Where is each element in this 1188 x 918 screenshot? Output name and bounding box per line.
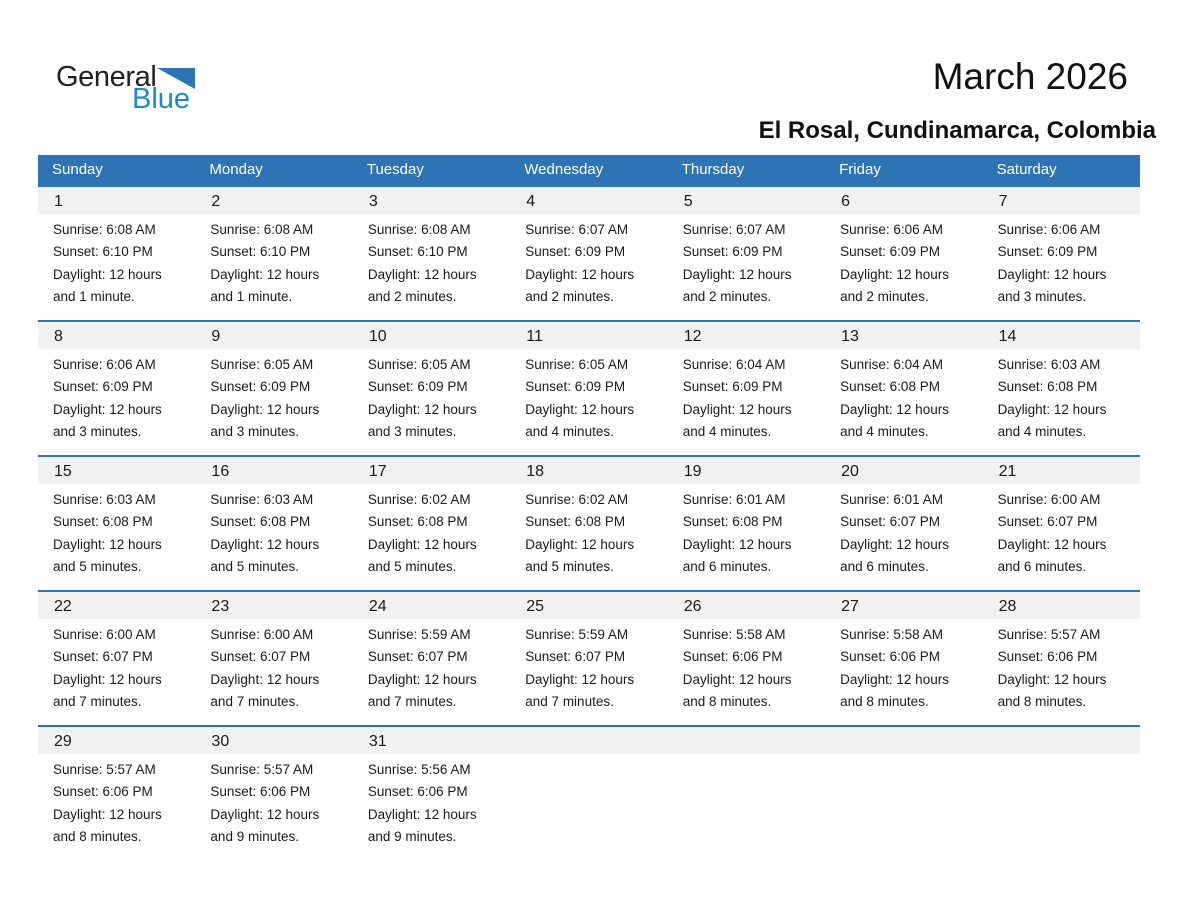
- day-detail-line: and 5 minutes.: [210, 559, 299, 575]
- day-number: [983, 727, 1140, 754]
- day-number: 30: [195, 727, 352, 754]
- day-number: 16: [195, 457, 352, 484]
- day-cell-23: [195, 592, 352, 725]
- day-detail-line: Daylight: 12 hours: [525, 671, 635, 687]
- day-detail-line: Sunset: 6:09 PM: [840, 244, 940, 260]
- day-detail-line: Sunset: 6:06 PM: [682, 649, 783, 665]
- day-detail-line: Daylight: 12 hours: [53, 266, 162, 282]
- day-detail-line: Daylight: 12 hours: [682, 536, 792, 552]
- day-cell-20: [825, 457, 982, 590]
- page-subtitle: El Rosal, Cundinamarca, Colombia: [758, 117, 1156, 144]
- day-details: [510, 214, 667, 309]
- day-detail-line: and 3 minutes.: [367, 424, 457, 440]
- week-row: [38, 725, 1140, 860]
- day-detail-line: and 4 minutes.: [682, 424, 772, 440]
- day-detail-line: and 7 minutes.: [525, 694, 614, 710]
- day-detail-line: Daylight: 12 hours: [367, 401, 477, 417]
- day-detail-line: Sunrise: 6:05 AM: [525, 357, 629, 372]
- day-number: 23: [195, 592, 352, 619]
- day-detail-line: Sunset: 6:08 PM: [840, 379, 940, 395]
- week-row: [38, 320, 1140, 455]
- day-detail-line: Sunrise: 6:04 AM: [840, 357, 943, 372]
- weekday-header-row: [38, 155, 1140, 185]
- day-cell-empty: [668, 727, 825, 860]
- day-detail-line: Sunset: 6:06 PM: [840, 649, 940, 665]
- day-cell-2: [195, 187, 352, 320]
- day-detail-line: Sunset: 6:06 PM: [367, 784, 468, 800]
- day-number: 1: [38, 187, 195, 214]
- day-number: 13: [825, 322, 982, 349]
- day-detail-line: Daylight: 12 hours: [367, 671, 477, 687]
- day-cell-empty: [510, 727, 667, 860]
- day-detail-line: Sunset: 6:09 PM: [997, 244, 1098, 260]
- day-number: 7: [983, 187, 1140, 214]
- day-number: 17: [353, 457, 510, 484]
- day-detail-line: Sunrise: 6:05 AM: [367, 357, 471, 372]
- day-number: 9: [195, 322, 352, 349]
- day-details: [38, 214, 195, 309]
- day-detail-line: and 5 minutes.: [53, 559, 142, 575]
- day-detail-line: Sunset: 6:08 PM: [682, 514, 783, 530]
- day-detail-line: and 2 minutes.: [367, 289, 457, 305]
- day-details: [983, 619, 1140, 714]
- general-blue-logo: [56, 62, 195, 114]
- weekday-header-thursday: Thursday: [681, 161, 745, 178]
- day-cell-15: [38, 457, 195, 590]
- day-detail-line: Sunrise: 6:08 AM: [53, 222, 156, 237]
- day-detail-line: Sunset: 6:09 PM: [367, 379, 468, 395]
- day-number: 4: [510, 187, 667, 214]
- day-number: 8: [38, 322, 195, 349]
- day-cell-3: [353, 187, 510, 320]
- day-details: [825, 349, 982, 444]
- day-cell-6: [825, 187, 982, 320]
- day-detail-line: and 9 minutes.: [367, 829, 457, 845]
- day-number: 10: [353, 322, 510, 349]
- day-detail-line: Sunrise: 6:01 AM: [840, 492, 943, 507]
- day-cell-8: [38, 322, 195, 455]
- day-detail-line: Sunrise: 6:03 AM: [210, 492, 314, 507]
- day-detail-line: Sunrise: 6:06 AM: [840, 222, 943, 237]
- day-details: [668, 484, 825, 579]
- day-number: 3: [353, 187, 510, 214]
- day-detail-line: and 2 minutes.: [525, 289, 614, 305]
- day-detail-line: Sunset: 6:07 PM: [210, 649, 311, 665]
- day-details: [510, 754, 667, 759]
- day-detail-line: and 8 minutes.: [997, 694, 1087, 710]
- day-cell-18: [510, 457, 667, 590]
- day-detail-line: Sunset: 6:08 PM: [210, 514, 311, 530]
- day-number: 26: [668, 592, 825, 619]
- weekday-header-saturday: Saturday: [996, 161, 1057, 178]
- day-details: [668, 619, 825, 714]
- logo-text-blue: Blue: [132, 83, 191, 115]
- day-detail-line: and 9 minutes.: [210, 829, 299, 845]
- day-detail-line: Sunset: 6:08 PM: [367, 514, 468, 530]
- day-detail-line: Daylight: 12 hours: [997, 401, 1107, 417]
- day-detail-line: Sunrise: 6:01 AM: [682, 492, 786, 507]
- weekday-header-friday: Friday: [839, 161, 881, 178]
- day-cell-12: [668, 322, 825, 455]
- day-number: 27: [825, 592, 982, 619]
- day-detail-line: Sunrise: 6:08 AM: [210, 222, 314, 237]
- day-detail-line: Sunrise: 6:07 AM: [682, 222, 786, 237]
- day-details: [983, 214, 1140, 309]
- day-detail-line: Sunset: 6:10 PM: [210, 244, 311, 260]
- day-number: 25: [510, 592, 667, 619]
- day-detail-line: and 8 minutes.: [53, 829, 142, 845]
- day-cell-16: [195, 457, 352, 590]
- day-detail-line: Sunset: 6:10 PM: [53, 244, 153, 260]
- day-detail-line: and 8 minutes.: [682, 694, 772, 710]
- week-row: [38, 590, 1140, 725]
- day-details: [825, 214, 982, 309]
- day-detail-line: Sunset: 6:10 PM: [367, 244, 468, 260]
- day-details: [668, 754, 825, 759]
- day-cell-11: [510, 322, 667, 455]
- day-detail-line: and 5 minutes.: [525, 559, 614, 575]
- day-detail-line: Sunset: 6:08 PM: [53, 514, 153, 530]
- day-detail-line: and 4 minutes.: [525, 424, 614, 440]
- day-detail-line: Sunset: 6:07 PM: [840, 514, 940, 530]
- day-details: [510, 619, 667, 714]
- day-details: [38, 484, 195, 579]
- day-detail-line: and 5 minutes.: [367, 559, 457, 575]
- day-details: [353, 214, 510, 309]
- day-detail-line: Sunrise: 6:04 AM: [682, 357, 786, 372]
- day-detail-line: Daylight: 12 hours: [997, 671, 1107, 687]
- day-detail-line: Sunrise: 6:02 AM: [367, 492, 471, 507]
- day-details: [195, 214, 352, 309]
- day-detail-line: Sunset: 6:07 PM: [53, 649, 153, 665]
- day-cell-27: [825, 592, 982, 725]
- day-number: 5: [668, 187, 825, 214]
- day-detail-line: Sunrise: 5:56 AM: [367, 762, 471, 777]
- day-number: 21: [983, 457, 1140, 484]
- day-detail-line: Sunrise: 5:59 AM: [367, 627, 471, 642]
- day-detail-line: Daylight: 12 hours: [53, 401, 162, 417]
- logo-text-general: General: [56, 61, 157, 93]
- day-detail-line: Sunrise: 5:57 AM: [53, 762, 156, 777]
- day-details: [510, 484, 667, 579]
- day-detail-line: and 3 minutes.: [53, 424, 142, 440]
- day-cell-26: [668, 592, 825, 725]
- day-details: [825, 619, 982, 714]
- day-detail-line: and 4 minutes.: [997, 424, 1087, 440]
- day-detail-line: Sunrise: 6:02 AM: [525, 492, 629, 507]
- day-detail-line: Sunrise: 6:00 AM: [997, 492, 1101, 507]
- day-cell-21: [983, 457, 1140, 590]
- week-row: [38, 185, 1140, 320]
- day-detail-line: Sunrise: 6:06 AM: [53, 357, 156, 372]
- day-detail-line: Daylight: 12 hours: [367, 266, 477, 282]
- day-detail-line: Daylight: 12 hours: [682, 266, 792, 282]
- day-cell-29: [38, 727, 195, 860]
- day-detail-line: and 3 minutes.: [210, 424, 299, 440]
- week-row: [38, 455, 1140, 590]
- page-title: March 2026: [932, 56, 1128, 97]
- day-number: [825, 727, 982, 754]
- day-detail-line: Sunset: 6:09 PM: [682, 244, 783, 260]
- day-number: 24: [353, 592, 510, 619]
- day-detail-line: and 7 minutes.: [53, 694, 142, 710]
- day-details: [353, 754, 510, 849]
- day-detail-line: and 6 minutes.: [682, 559, 772, 575]
- day-detail-line: Sunset: 6:09 PM: [210, 379, 311, 395]
- day-detail-line: Sunset: 6:09 PM: [682, 379, 783, 395]
- day-detail-line: Sunset: 6:06 PM: [997, 649, 1098, 665]
- day-details: [353, 619, 510, 714]
- day-detail-line: Daylight: 12 hours: [997, 266, 1107, 282]
- day-cell-1: [38, 187, 195, 320]
- day-cell-empty: [825, 727, 982, 860]
- day-detail-line: Sunrise: 6:06 AM: [997, 222, 1101, 237]
- day-detail-line: Daylight: 12 hours: [367, 536, 477, 552]
- day-details: [353, 349, 510, 444]
- day-detail-line: Sunset: 6:07 PM: [997, 514, 1098, 530]
- day-detail-line: Sunrise: 6:07 AM: [525, 222, 629, 237]
- day-cell-empty: [983, 727, 1140, 860]
- day-detail-line: Sunset: 6:08 PM: [997, 379, 1098, 395]
- day-cell-10: [353, 322, 510, 455]
- day-number: 12: [668, 322, 825, 349]
- day-number: [510, 727, 667, 754]
- day-detail-line: and 4 minutes.: [840, 424, 929, 440]
- day-details: [38, 754, 195, 849]
- day-cell-13: [825, 322, 982, 455]
- day-details: [983, 754, 1140, 759]
- day-details: [668, 214, 825, 309]
- day-cell-14: [983, 322, 1140, 455]
- day-number: 20: [825, 457, 982, 484]
- day-cell-28: [983, 592, 1140, 725]
- day-cell-9: [195, 322, 352, 455]
- day-details: [668, 349, 825, 444]
- day-detail-line: Sunrise: 5:58 AM: [682, 627, 786, 642]
- day-detail-line: Sunrise: 5:58 AM: [840, 627, 943, 642]
- day-detail-line: Sunrise: 6:03 AM: [53, 492, 156, 507]
- day-cell-25: [510, 592, 667, 725]
- day-detail-line: and 2 minutes.: [682, 289, 772, 305]
- day-cell-19: [668, 457, 825, 590]
- day-detail-line: Daylight: 12 hours: [840, 266, 949, 282]
- day-detail-line: Sunset: 6:08 PM: [525, 514, 626, 530]
- day-number: 11: [510, 322, 667, 349]
- day-detail-line: and 1 minute.: [210, 289, 293, 305]
- day-cell-22: [38, 592, 195, 725]
- day-detail-line: Daylight: 12 hours: [997, 536, 1107, 552]
- weekday-header-tuesday: Tuesday: [366, 161, 424, 178]
- day-detail-line: Sunset: 6:09 PM: [53, 379, 153, 395]
- day-cell-4: [510, 187, 667, 320]
- day-detail-line: Sunrise: 6:05 AM: [210, 357, 314, 372]
- weekday-header-sunday: Sunday: [52, 161, 103, 178]
- day-detail-line: and 6 minutes.: [997, 559, 1087, 575]
- day-detail-line: Daylight: 12 hours: [210, 266, 320, 282]
- day-detail-line: and 6 minutes.: [840, 559, 929, 575]
- day-detail-line: Sunset: 6:07 PM: [525, 649, 626, 665]
- weekday-header-monday: Monday: [209, 161, 263, 178]
- day-detail-line: Sunset: 6:09 PM: [525, 379, 626, 395]
- day-details: [38, 349, 195, 444]
- day-number: 19: [668, 457, 825, 484]
- day-detail-line: Daylight: 12 hours: [210, 536, 320, 552]
- day-details: [195, 619, 352, 714]
- day-number: 31: [353, 727, 510, 754]
- day-detail-line: Daylight: 12 hours: [840, 401, 949, 417]
- day-number: 2: [195, 187, 352, 214]
- day-details: [195, 349, 352, 444]
- day-number: 6: [825, 187, 982, 214]
- day-details: [38, 619, 195, 714]
- day-details: [983, 349, 1140, 444]
- day-cell-7: [983, 187, 1140, 320]
- day-details: [195, 484, 352, 579]
- day-cell-30: [195, 727, 352, 860]
- day-detail-line: Daylight: 12 hours: [53, 536, 162, 552]
- day-detail-line: Sunset: 6:06 PM: [53, 784, 153, 800]
- day-detail-line: and 7 minutes.: [367, 694, 457, 710]
- day-detail-line: Daylight: 12 hours: [682, 401, 792, 417]
- day-detail-line: Daylight: 12 hours: [210, 671, 320, 687]
- day-detail-line: and 7 minutes.: [210, 694, 299, 710]
- day-details: [195, 754, 352, 849]
- day-details: [983, 484, 1140, 579]
- day-detail-line: Daylight: 12 hours: [53, 671, 162, 687]
- day-detail-line: Daylight: 12 hours: [53, 806, 162, 822]
- day-details: [353, 484, 510, 579]
- day-number: 28: [983, 592, 1140, 619]
- day-number: 18: [510, 457, 667, 484]
- calendar-weeks: [38, 185, 1140, 860]
- day-detail-line: and 1 minute.: [53, 289, 135, 305]
- day-detail-line: Sunrise: 5:57 AM: [210, 762, 314, 777]
- day-detail-line: Sunset: 6:06 PM: [210, 784, 311, 800]
- day-number: 15: [38, 457, 195, 484]
- day-detail-line: Sunrise: 6:08 AM: [367, 222, 471, 237]
- day-detail-line: Daylight: 12 hours: [210, 401, 320, 417]
- day-cell-31: [353, 727, 510, 860]
- day-detail-line: Daylight: 12 hours: [840, 536, 949, 552]
- day-cell-17: [353, 457, 510, 590]
- day-number: 22: [38, 592, 195, 619]
- day-detail-line: Sunrise: 5:59 AM: [525, 627, 629, 642]
- day-number: 14: [983, 322, 1140, 349]
- day-detail-line: Daylight: 12 hours: [525, 266, 635, 282]
- day-number: 29: [38, 727, 195, 754]
- weekday-header-wednesday: Wednesday: [524, 161, 604, 178]
- day-detail-line: Sunrise: 5:57 AM: [997, 627, 1101, 642]
- day-detail-line: Daylight: 12 hours: [210, 806, 320, 822]
- calendar-table: [38, 155, 1140, 860]
- day-cell-5: [668, 187, 825, 320]
- day-details: [510, 349, 667, 444]
- day-detail-line: Daylight: 12 hours: [367, 806, 477, 822]
- day-cell-24: [353, 592, 510, 725]
- day-detail-line: Daylight: 12 hours: [840, 671, 949, 687]
- day-detail-line: Sunset: 6:07 PM: [367, 649, 468, 665]
- day-detail-line: and 2 minutes.: [840, 289, 929, 305]
- day-detail-line: Sunrise: 6:03 AM: [997, 357, 1101, 372]
- day-detail-line: Daylight: 12 hours: [682, 671, 792, 687]
- day-detail-line: Sunset: 6:09 PM: [525, 244, 626, 260]
- day-detail-line: and 8 minutes.: [840, 694, 929, 710]
- day-number: [668, 727, 825, 754]
- day-detail-line: and 3 minutes.: [997, 289, 1087, 305]
- day-detail-line: Sunrise: 6:00 AM: [53, 627, 156, 642]
- day-details: [825, 484, 982, 579]
- day-detail-line: Sunrise: 6:00 AM: [210, 627, 314, 642]
- day-details: [825, 754, 982, 759]
- day-detail-line: Daylight: 12 hours: [525, 536, 635, 552]
- day-detail-line: Daylight: 12 hours: [525, 401, 635, 417]
